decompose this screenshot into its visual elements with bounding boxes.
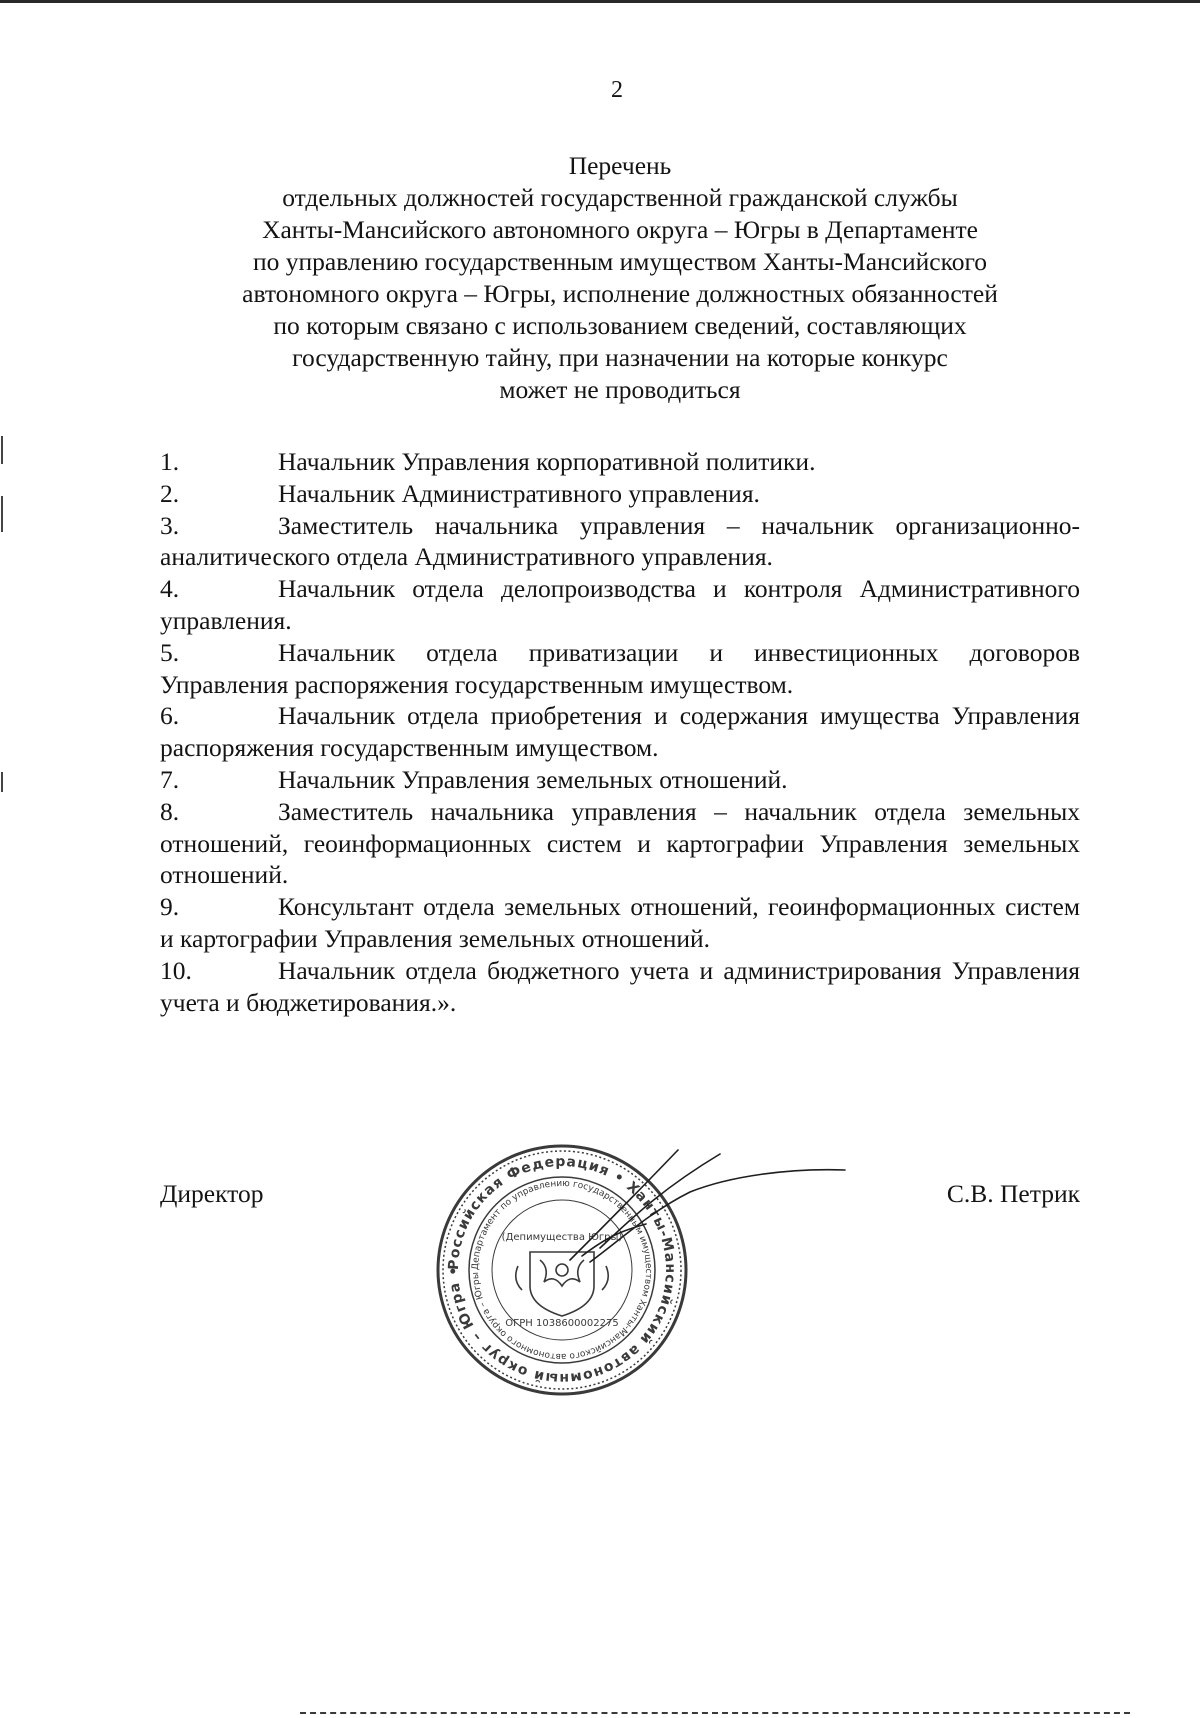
item-number: 10. xyxy=(160,955,192,985)
scan-mark-left xyxy=(1,772,3,792)
item-number: 6. xyxy=(160,701,180,731)
positions-list xyxy=(160,446,1080,1018)
scan-mark-left xyxy=(1,496,3,532)
item-number: 9. xyxy=(160,892,180,922)
handwritten-signature-icon xyxy=(560,1140,850,1280)
page-number: 2 xyxy=(611,77,623,103)
item-number: 4. xyxy=(160,574,180,604)
list-item xyxy=(160,796,1080,891)
item-number: 1. xyxy=(160,447,180,476)
heading-line: Ханты-Мансийского автономного округа – Югры в Департаменте xyxy=(262,215,978,244)
item-number: 5. xyxy=(160,637,180,667)
item-text: Начальник отдела бюджетного учета и администрирования Управления учета и бюджетирования.». xyxy=(160,955,1080,1017)
document-heading xyxy=(160,150,1080,406)
heading-line: отдельных должностей государственной гражданской службы xyxy=(282,183,958,212)
item-text: Начальник отдела приватизации и инвестиционных договоров Управления распоряжения государственным имуществом. xyxy=(160,637,1080,699)
signer-name: С.В. Петрик xyxy=(946,1179,1080,1208)
list-item xyxy=(160,637,1080,701)
item-text: Начальник Административного управления. xyxy=(278,478,760,508)
heading-line: автономного округа – Югры, исполнение должностных обязанностей xyxy=(242,279,998,308)
seal-inner-text: Департамент по управлению государственным имуществом Ханты-Мансийского автономного округа – Югры xyxy=(470,1178,654,1362)
list-item xyxy=(160,510,1080,574)
seal-center-text: (Депимущества Югры) xyxy=(501,1232,623,1243)
signer-position: Директор xyxy=(160,1179,264,1208)
list-item xyxy=(160,700,1080,764)
heading-line: Перечень xyxy=(568,151,672,180)
item-number: 2. xyxy=(160,478,180,508)
list-item xyxy=(160,573,1080,637)
scan-edge-top xyxy=(0,0,1200,3)
item-text: Заместитель начальника управления – начальник организационно-аналитического отдела Административного управления. xyxy=(160,510,1080,572)
item-text: Начальник Управления земельных отношений. xyxy=(278,764,788,794)
item-number: 7. xyxy=(160,764,180,794)
item-text: Начальник отдела делопроизводства и контроля Административного управления. xyxy=(160,574,1080,635)
list-item xyxy=(160,446,1080,478)
heading-line: по которым связано с использованием сведений, составляющих xyxy=(273,311,967,340)
item-text: Заместитель начальника управления – начальник отдела земельных отношений, геоинформационных систем и картографии Управления земельных отношений. xyxy=(160,796,1080,890)
item-number: 3. xyxy=(160,510,180,540)
heading-line: может не проводиться xyxy=(499,375,741,404)
list-item xyxy=(160,955,1080,1019)
list-item xyxy=(160,478,1080,510)
list-item xyxy=(160,764,1080,796)
item-text: Начальник отдела приобретения и содержания имущества Управления распоряжения государственным имуществом. xyxy=(160,701,1080,763)
item-number: 8. xyxy=(160,796,180,826)
seal-outer-text: Российская Федерация • Ханты-Мансийский автономный округ – Югра • xyxy=(445,1153,679,1387)
list-item xyxy=(160,891,1080,955)
heading-line: государственную тайну, при назначении на которые конкурс xyxy=(292,343,948,372)
scan-edge-bottom xyxy=(300,1712,1130,1714)
item-text: Консультант отдела земельных отношений, геоинформационных систем и картографии Управления земельных отношений. xyxy=(160,892,1080,953)
item-text: Начальник Управления корпоративной политики. xyxy=(278,447,816,476)
seal-ogrn: ОГРН 1038600002275 xyxy=(505,1318,619,1329)
scan-mark-left xyxy=(1,436,3,464)
heading-line: по управлению государственным имуществом Ханты-Мансийского xyxy=(252,247,988,276)
